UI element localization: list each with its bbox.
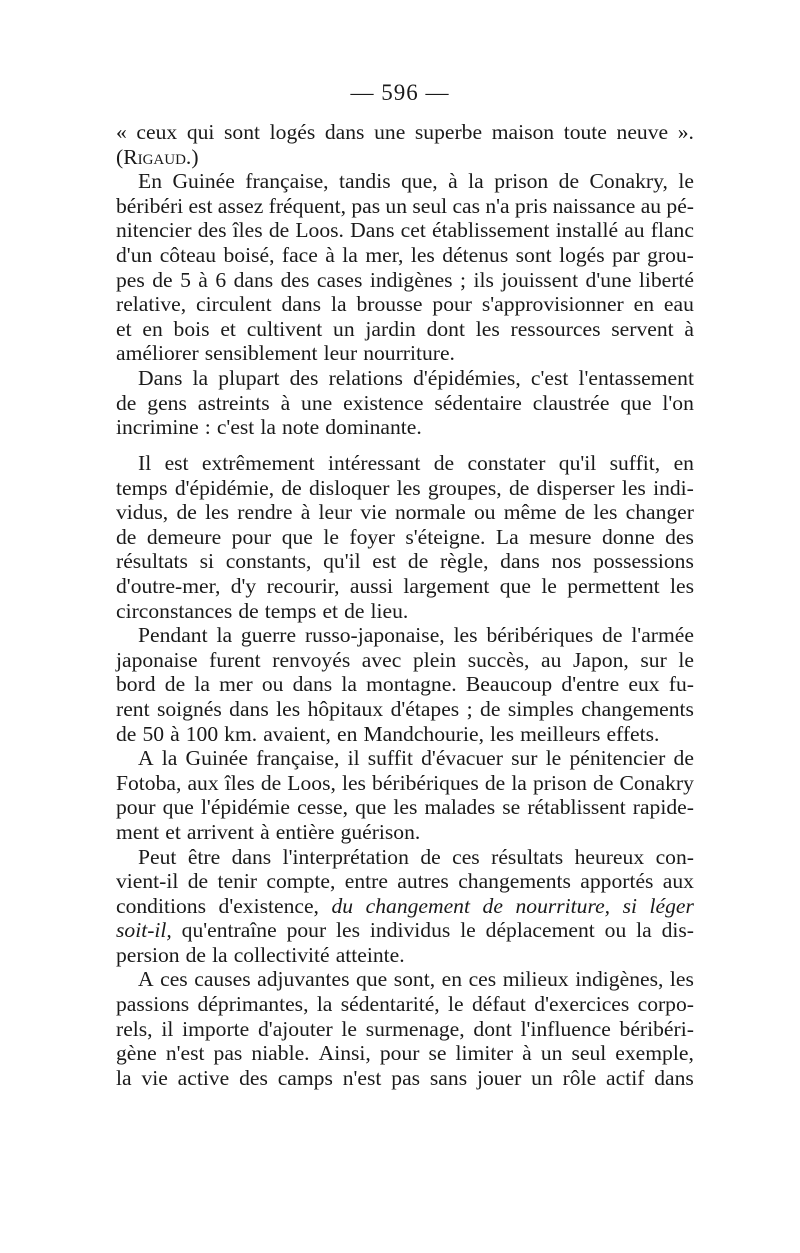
text-line: « ceux qui sont logés dans une superbe maison toute neuve ». — [116, 120, 694, 144]
text-line: de gens astreints à une existence sédentaire claustrée que l'on — [116, 390, 694, 415]
text-line: Dans la plupart des relations d'épidémies, c'est l'entassement — [138, 365, 694, 390]
paragraph — [116, 967, 694, 1090]
text-line: passions déprimantes, la sédentarité, le défaut d'exercices corpo- — [116, 992, 694, 1017]
text-line: relative, circulent dans la brousse pour s'approvisionner en eau — [116, 292, 694, 317]
text-line: persion de la collectivité atteinte. — [116, 942, 405, 967]
text-line: temps d'épidémie, de disloquer les groupes, de disperser les indi- — [116, 475, 694, 500]
text-line: Pendant la guerre russo-japonaise, les béribériques de l'armée — [138, 623, 694, 648]
text-line: vidus, de les rendre à leur vie normale ou même de les changer — [116, 500, 694, 525]
text-line: Il est extrêmement intéressant de constater qu'il suffit, en — [138, 451, 694, 475]
text-line: pour que l'épidémie cesse, que les malades se rétablissent rapide- — [116, 795, 694, 820]
text-block-top — [116, 120, 694, 440]
paragraph — [116, 451, 694, 623]
text-line: incrimine : c'est la note dominante. — [116, 415, 422, 440]
text-line: d'un côteau boisé, face à la mer, les détenus sont logés par grou- — [116, 242, 694, 267]
text-line: conditions d'existence, du changement de nourriture, si léger — [116, 893, 694, 918]
text-line: nitencier des îles de Loos. Dans cet établissement installé au flanc — [116, 218, 694, 243]
text-line: bord de la mer ou dans la montagne. Beaucoup d'entre eux fu- — [116, 672, 694, 697]
text-line: soit-il, qu'entraîne pour les individus le déplacement ou la dis- — [116, 918, 694, 943]
text-line: En Guinée française, tandis que, à la prison de Conakry, le — [138, 169, 694, 194]
text-line: Fotoba, aux îles de Loos, les béribériques de la prison de Conakry — [116, 770, 694, 795]
text-line: améliorer sensiblement leur nourriture. — [116, 341, 455, 366]
text-line: japonaise furent renvoyés avec plein succès, au Japon, sur le — [116, 647, 694, 672]
text-line: rent soignés dans les hôpitaux d'étapes ; de simples changements — [116, 696, 694, 721]
text-line: A ces causes adjuvantes que sont, en ces milieux indigènes, les — [138, 967, 694, 992]
text-line: A la Guinée française, il suffit d'évacuer sur le pénitencier de — [138, 746, 694, 771]
text-line: (Rigaud.) — [116, 144, 199, 169]
text-line: résultats si constants, qu'il est de règle, dans nos possessions — [116, 549, 694, 574]
paragraph — [116, 845, 694, 968]
text-line: gène n'est pas niable. Ainsi, pour se limiter à un seul exemple, — [116, 1041, 694, 1066]
text-line: vient-il de tenir compte, entre autres changements apportés aux — [116, 869, 694, 894]
text-line: et en bois et cultivent un jardin dont les ressources servent à — [116, 316, 694, 341]
text-block-bottom — [116, 451, 694, 1090]
paragraph — [116, 746, 694, 844]
paragraph — [116, 623, 694, 746]
text-line: rels, il importe d'ajouter le surmenage, dont l'influence béribéri- — [116, 1016, 694, 1041]
text-line: pes de 5 à 6 dans des cases indigènes ; ils jouissent d'une liberté — [116, 267, 694, 292]
paragraph — [116, 169, 694, 366]
paragraph — [116, 366, 694, 440]
text-line: la vie active des camps n'est pas sans jouer un rôle actif dans — [116, 1065, 694, 1090]
text-line: ment et arrivent à entière guérison. — [116, 819, 421, 844]
text-line: Peut être dans l'interprétation de ces résultats heureux con- — [138, 844, 694, 869]
text-line: d'outre-mer, d'y recourir, aussi largement que le permettent les — [116, 573, 694, 598]
paragraph — [116, 120, 694, 169]
text-line: de demeure pour que le foyer s'éteigne. La mesure donne des — [116, 524, 694, 549]
text-line: circonstances de temps et de lieu. — [116, 598, 409, 623]
text-line: de 50 à 100 km. avaient, en Mandchourie, les meilleurs effets. — [116, 721, 660, 746]
text-line: béribéri est assez fréquent, pas un seul cas n'a pris naissance au pé- — [116, 193, 694, 218]
page-number: — 596 — — [350, 80, 450, 105]
